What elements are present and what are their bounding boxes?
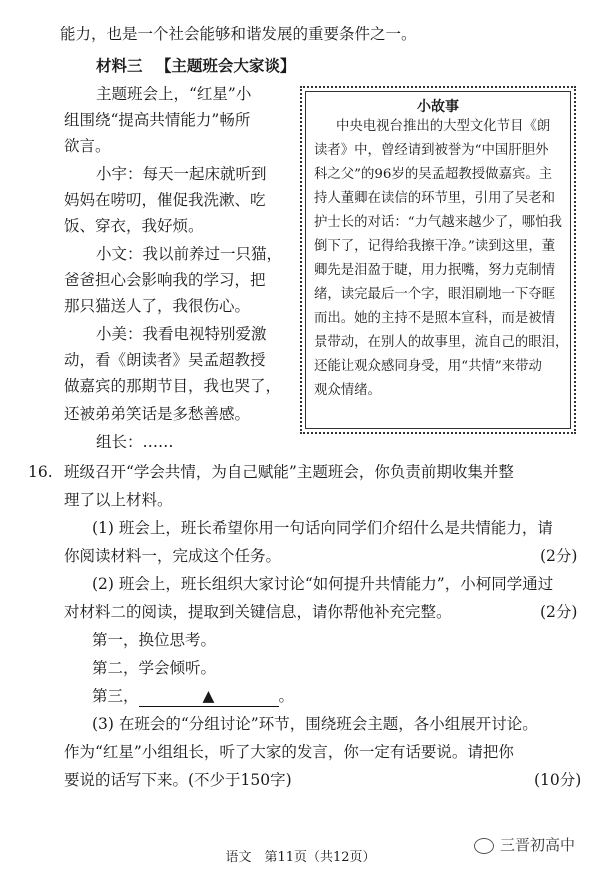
score-2: (2分) bbox=[540, 603, 578, 621]
story-line: 景带动，在别人的故事里，流自己的眼泪， bbox=[314, 335, 569, 350]
score-3: (10分) bbox=[534, 771, 582, 789]
subquestion-2: (2) 班会上，班长组织大家讨论“如何提升共情能力”，小柯同学通过 bbox=[92, 575, 554, 593]
left-line: 主题班会上，“红星”小 bbox=[96, 85, 252, 103]
triangle-icon: ▲ bbox=[202, 687, 215, 705]
story-line: 观众情绪。 bbox=[314, 383, 381, 398]
left-line: 小美：我看电视特别爱激 bbox=[96, 325, 267, 343]
top-line: 能力，也是一个社会能够和谐发展的重要条件之一。 bbox=[60, 25, 417, 43]
story-line: 科之父”的96岁的吴孟超教授做嘉宾。主 bbox=[314, 167, 553, 182]
left-line: 欲言。 bbox=[64, 137, 111, 155]
answer-first: 第一，换位思考。 bbox=[92, 631, 217, 649]
story-box bbox=[300, 86, 576, 434]
left-line: 组围绕“提高共情能力”畅所 bbox=[64, 111, 251, 129]
story-title: 小故事 bbox=[417, 99, 459, 115]
watermark bbox=[474, 834, 575, 855]
story-line: 绪，读完最后一个字，眼泪刷地一下夺眶 bbox=[314, 287, 556, 302]
subquestion-1: (1) 班会上，班长希望你用一句话向同学们介绍什么是共情能力，请 bbox=[92, 519, 553, 537]
subquestion-2: 对材料二的阅读，提取到关键信息，请你帮他补充完整。 bbox=[64, 603, 452, 621]
score-1: (2分) bbox=[540, 547, 578, 565]
left-line: 饭、穿衣，我好烦。 bbox=[64, 217, 204, 235]
story-line: 护士长的对话：“力气越来越少了，哪怕我 bbox=[314, 215, 562, 230]
material3-label: 材料三 bbox=[96, 56, 143, 75]
subquestion-1: 你阅读材料一，完成这个任务。 bbox=[64, 547, 282, 565]
question-intro: 班级召开“学会共情，为自己赋能”主题班会，你负责前期收集并整 bbox=[64, 463, 514, 481]
story-line: 而出。她的主持不是照本宣科，而是被情 bbox=[314, 311, 556, 326]
fill-blank[interactable] bbox=[139, 686, 279, 707]
left-line: 做嘉宾的那期节目，我也哭了， bbox=[64, 377, 282, 395]
left-line: 动，看《朗读者》吴孟超教授 bbox=[64, 351, 266, 369]
third-suffix: 。 bbox=[278, 687, 295, 705]
material3-title: 【主题班会大家谈】 bbox=[155, 56, 296, 75]
story-line: 读者》中，曾经请到被誉为“中国肝胆外 bbox=[314, 143, 549, 158]
answer-second: 第二，学会倾听。 bbox=[92, 659, 217, 677]
answer-third bbox=[92, 686, 294, 707]
question-number: 16. bbox=[28, 463, 53, 481]
subquestion-3: (3) 在班会的“分组讨论”环节，围绕班会主题，各小组展开讨论。 bbox=[92, 715, 538, 733]
subquestion-3: 要说的话写下来。(不少于150字) bbox=[64, 771, 292, 789]
story-line: 卿先是泪盈于睫，用力抿嘴，努力克制情 bbox=[314, 263, 556, 278]
story-line: 还能让观众感同身受，用“共情”来带动 bbox=[314, 359, 542, 374]
left-line: 小宇：每天一起床就听到 bbox=[96, 165, 267, 183]
left-line: 爸爸担心会影响我的学习，把 bbox=[64, 271, 266, 289]
question-intro: 理了以上材料。 bbox=[64, 491, 173, 509]
left-line: 还被弟弟笑话是多愁善感。 bbox=[64, 405, 251, 423]
subquestion-3: 作为“红星”小组组长，听了大家的发言，你一定有话要说。请把你 bbox=[64, 743, 514, 761]
story-line: 中央电视台推出的大型文化节目《朗 bbox=[336, 119, 551, 134]
left-line: 组长：…… bbox=[96, 433, 174, 451]
left-line: 妈妈在唠叨，催促我洗漱、吃 bbox=[64, 191, 266, 209]
material3-heading bbox=[96, 56, 295, 76]
page-footer: 语文 第11页（共12页） bbox=[225, 850, 376, 865]
left-line: 那只猫送人了，我很伤心。 bbox=[64, 297, 251, 315]
watermark-text: 三晋初高中 bbox=[500, 836, 576, 854]
third-prefix: 第三， bbox=[92, 687, 139, 705]
story-line: 倒下了，记得给我擦干净。”读到这里，董 bbox=[314, 239, 556, 254]
story-line: 持人董卿在读信的环节里，引用了吴老和 bbox=[314, 191, 556, 206]
wechat-icon bbox=[474, 838, 494, 854]
left-line: 小文：我以前养过一只猫， bbox=[96, 245, 283, 263]
